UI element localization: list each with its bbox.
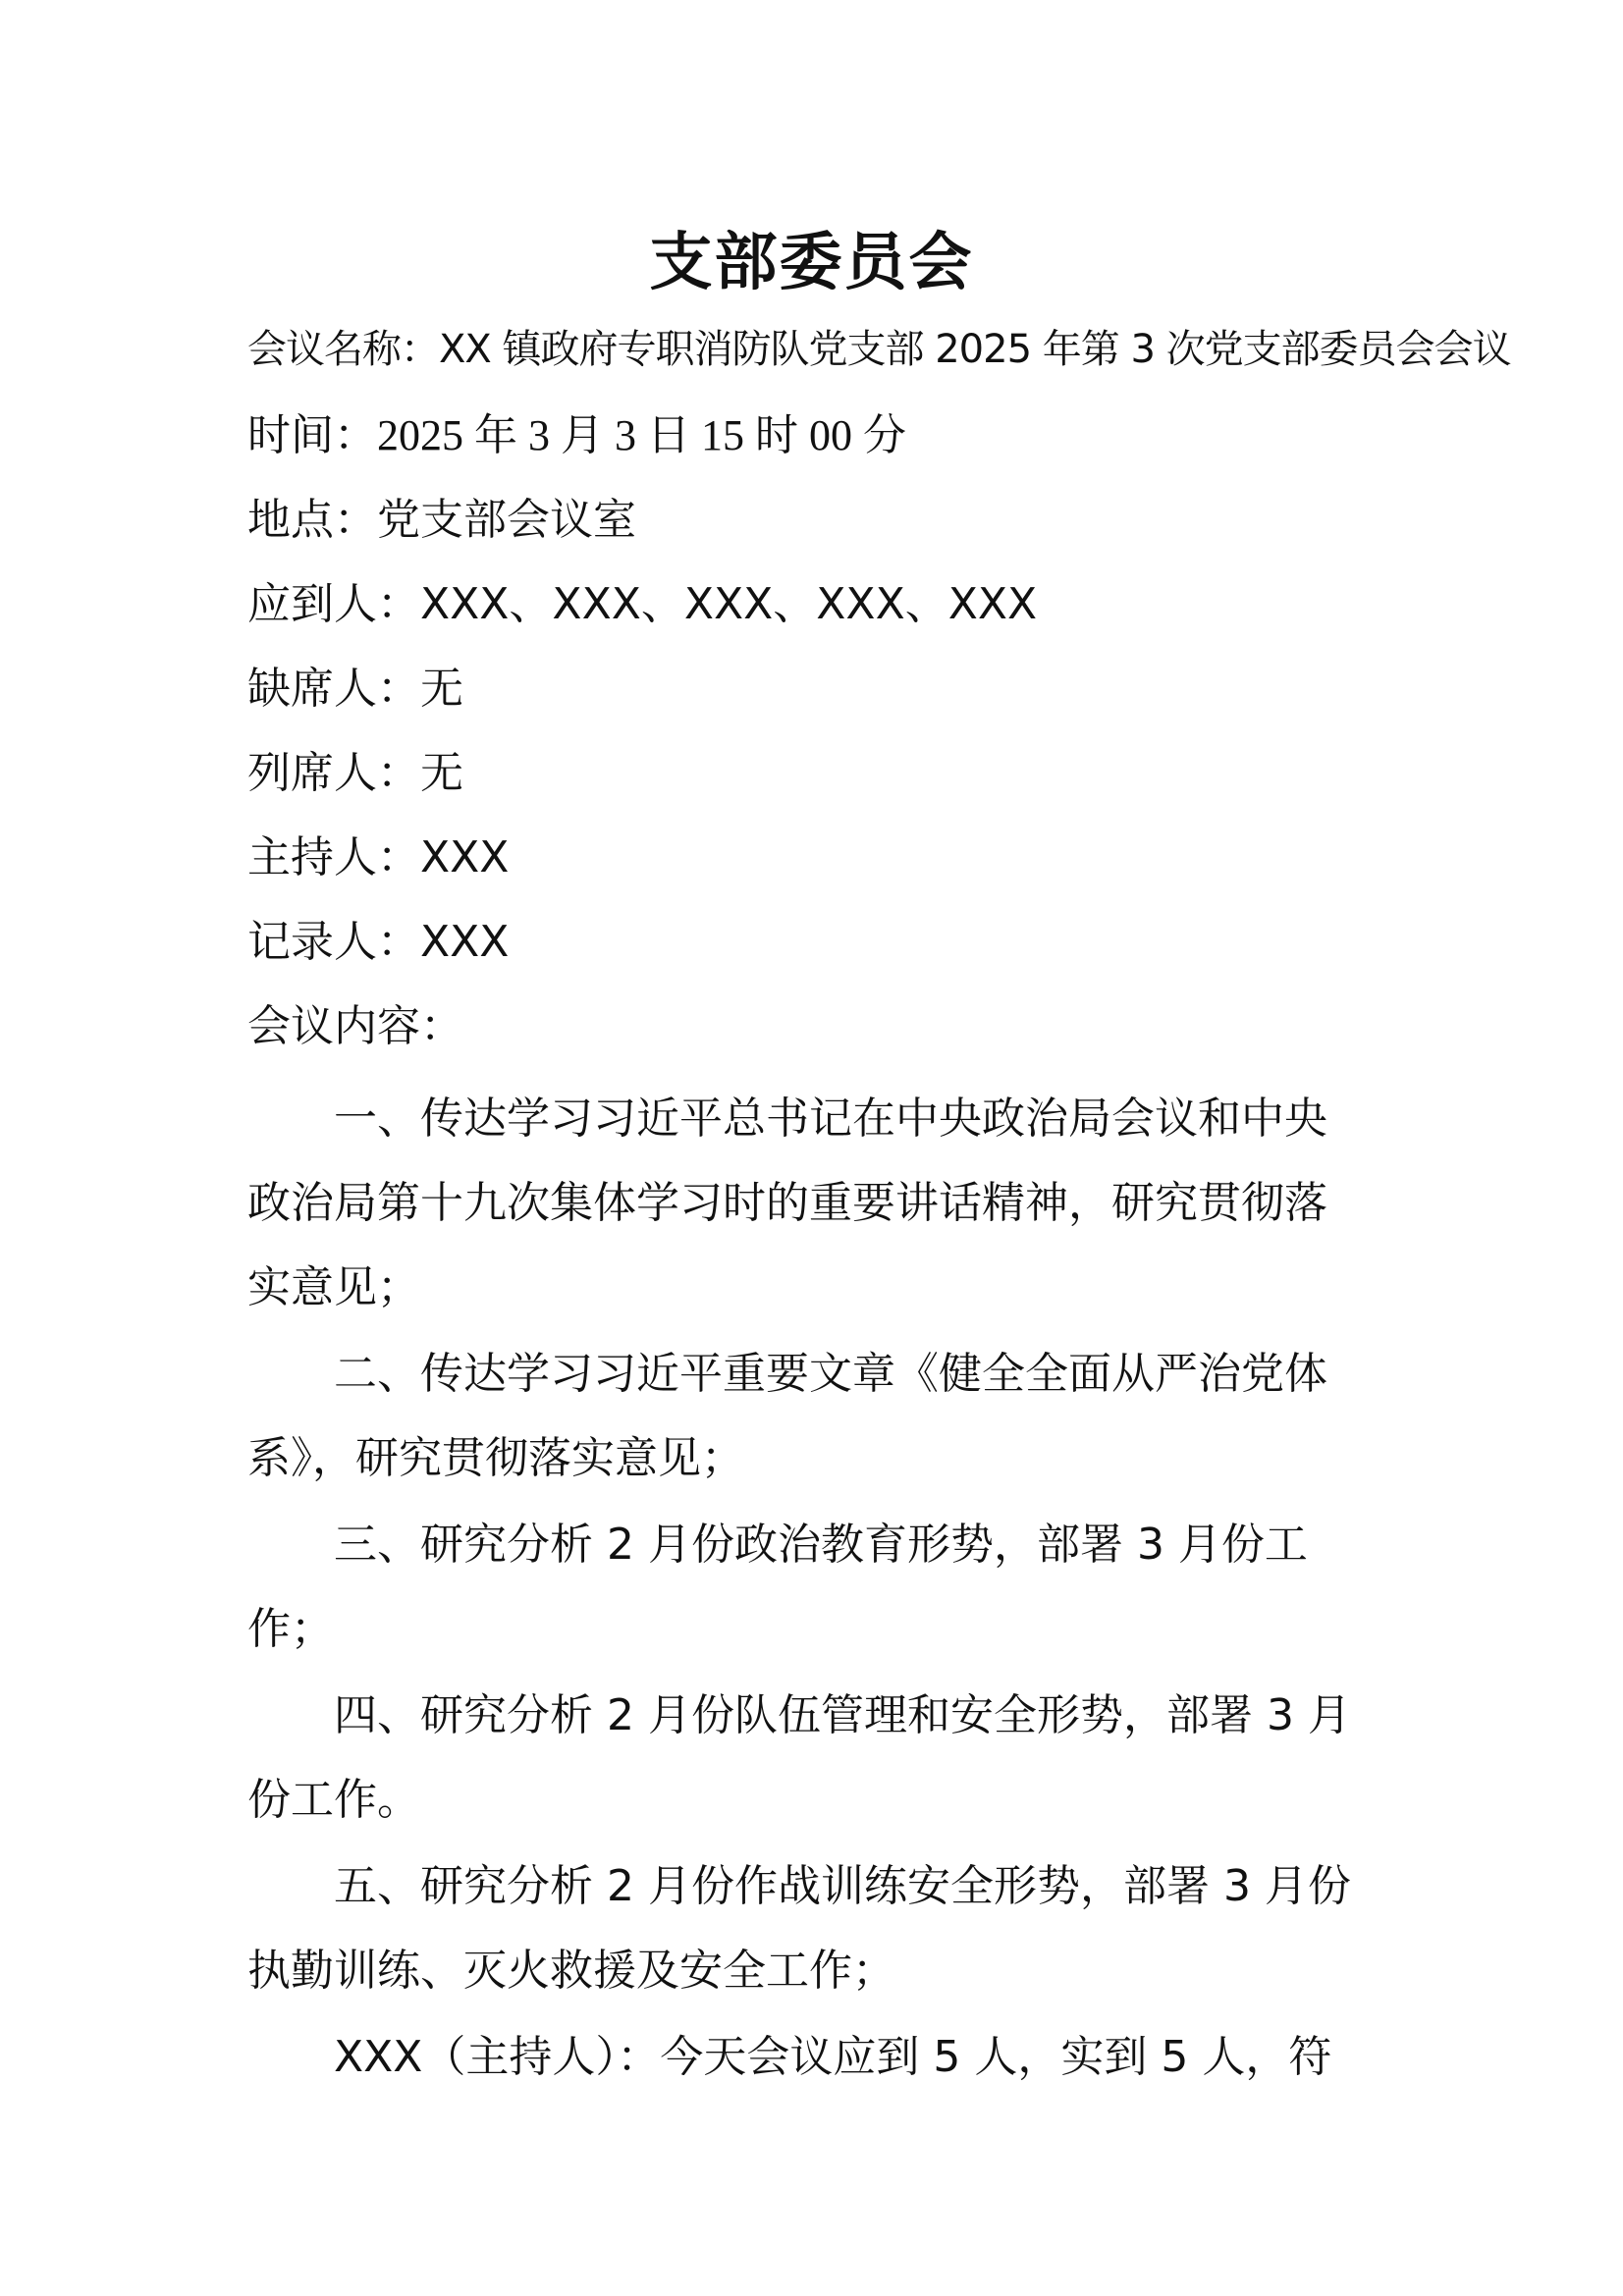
agenda-item-5-line-1: 五、研究分析 2 月份作战训练安全形势，部署 3 月份 — [334, 1861, 1351, 1911]
agenda-item-3-line-2: 作； — [247, 1604, 334, 1654]
agenda-item-3-line-1: 三、研究分析 2 月份政治教育形势，部署 3 月份工 — [334, 1520, 1308, 1570]
agenda-item-2-line-1: 二、传达学习习近平重要文章《健全全面从严治党体 — [334, 1349, 1327, 1399]
meeting-content-label: 会议内容： — [247, 1001, 463, 1051]
agenda-item-4-line-1: 四、研究分析 2 月份队伍管理和安全形势，部署 3 月 — [334, 1690, 1351, 1740]
meeting-time: 时间：2025 年 3 月 3 日 15 时 00 分 — [247, 411, 906, 459]
host-speech: XXX（主持人）：今天会议应到 5 人，实到 5 人，符 — [334, 2032, 1332, 2082]
agenda-item-1-line-3: 实意见； — [247, 1262, 420, 1312]
agenda-item-1-line-1: 一、传达学习习近平总书记在中央政治局会议和中央 — [334, 1094, 1327, 1144]
meeting-name: 会议名称：XX 镇政府专职消防队党支部 2025 年第 3 次党支部委员会会议 — [247, 327, 1511, 372]
agenda-item-4-line-2: 份工作。 — [247, 1775, 420, 1825]
meeting-host: 主持人：XXX — [247, 832, 510, 882]
document-title: 支部委员会 — [649, 227, 974, 299]
agenda-item-1-line-2: 政治局第十九次集体学习时的重要讲话精神，研究贯彻落 — [247, 1178, 1327, 1228]
meeting-location: 地点：党支部会议室 — [247, 495, 636, 545]
expected-attendees: 应到人：XXX、XXX、XXX、XXX、XXX — [247, 579, 1038, 629]
observer-attendees: 列席人：无 — [247, 748, 463, 798]
agenda-item-2-line-2: 系》，研究贯彻落实意见； — [247, 1433, 744, 1483]
absent-attendees: 缺席人：无 — [247, 664, 463, 714]
meeting-recorder: 记录人：XXX — [247, 917, 510, 967]
agenda-item-5-line-2: 执勤训练、灭火救援及安全工作； — [247, 1946, 895, 1996]
